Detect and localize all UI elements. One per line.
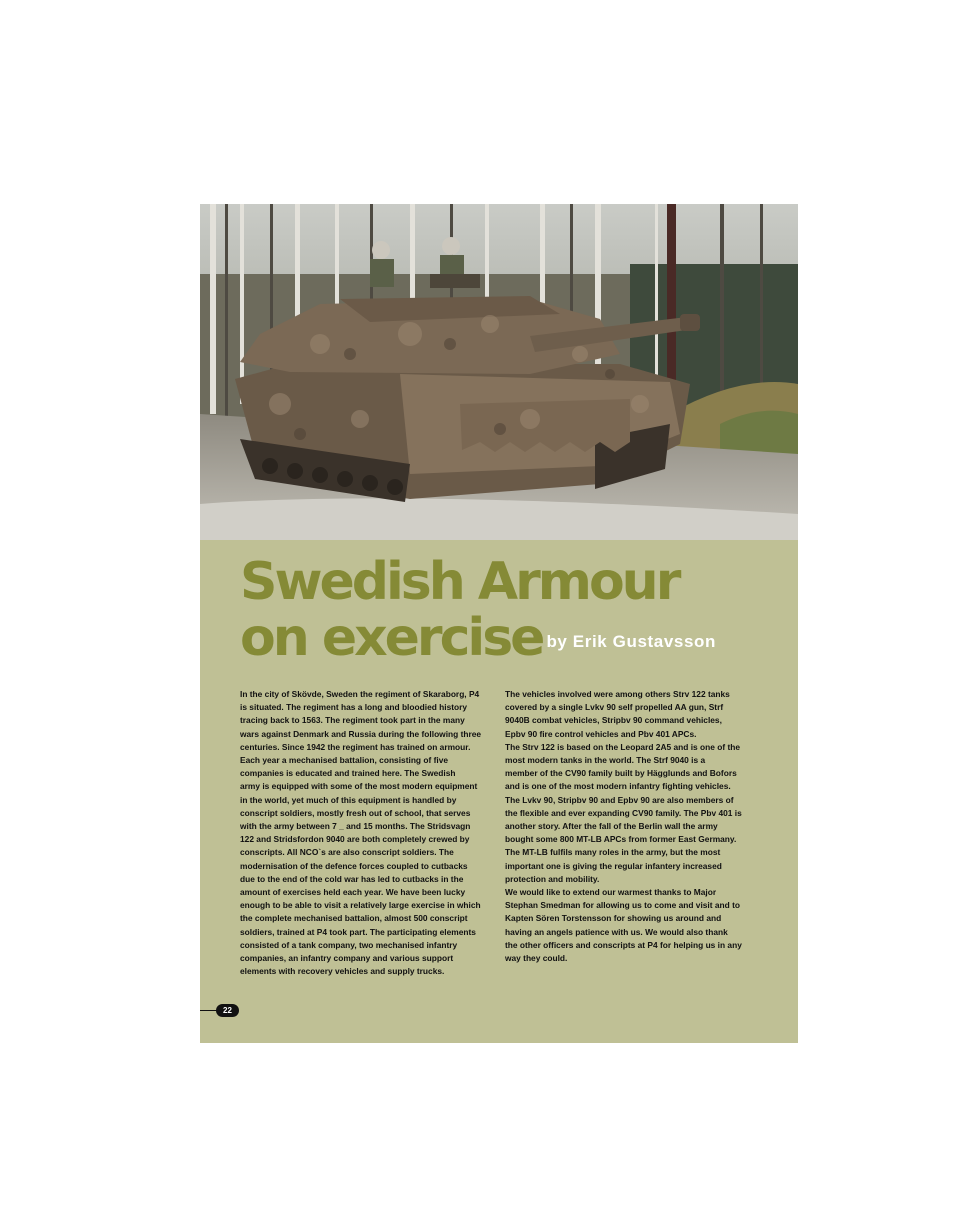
body-text-left: In the city of Skövde, Sweden the regiment of Skaraborg, P4 is situated. The regiment has a long and bloodied history tracing back to 1563. The regiment took part in the many wars against Denmark and Russia during the following three centuries. Since 1942 the regiment has trained on armour. Each year a mechanised battalion, consisting of five companies is educated and trained here. The Swedish army is equipped with some of the most modern equipment in the world, yet much of this equipment is handled by conscript soldiers, mostly fresh out of school, that serves with the army between 7 _ and 15 months. The Stridsvagn 122 and Stridsfordon 9040 are both completely crewed by conscripts. All NCO`s are also conscript soldiers. The modernisation of the defence forces coupled to cutbacks due to the end of the cold war has led to cutbacks in the amount of exercises held each year. We have been lucky enough to be able to visit a relatively large exercise in which the complete mechanised battalion, almost 500 conscript soldiers, trained at P4 took part. The participating elements consisted of a tank company, two mechanised infantry companies, an infantry company and various support elements with recovery vehicles and supply trucks. xyxy=(240,689,482,977)
title-line-2: on exercise xyxy=(240,608,543,668)
body-column-left xyxy=(240,688,494,978)
body-column-right xyxy=(505,688,761,965)
tank-illustration xyxy=(200,204,798,540)
tank-photo xyxy=(200,204,798,540)
page-number: 22 xyxy=(216,1004,239,1017)
body-text-right: The vehicles involved were among others Strv 122 tanks covered by a single Lvkv 90 self propelled AA gun, Strf 9040B combat vehicles, Stripbv 90 command vehicles, Epbv 90 fire control vehicles and Pbv 401 APCs. The Strv 122 is based on the Leopard 2A5 and is one of the most modern tanks in the world. The Strf 9040 is a member of the CV90 family built by Hägglunds and Bofors and is one of the most modern infantry fighting vehicles. The Lvkv 90, Stripbv 90 and Epbv 90 are also members of the flexible and ever expanding CV90 family. The Pbv 401 is another story. After the fall of the Berlin wall the army bought some 800 MT-LB APCs from former East Germany. The MT-LB fulfils many roles in the army, but the most important one is giving the regular infantery increased protection and mobility. We would like to extend our warmest thanks to Major Stephan Smedman for allowing us to come and visit and to Kapten Sören Torstensson for showing us around and having an angels patience with us. We would also thank the other officers and conscripts at P4 for helping us in any way they could. xyxy=(505,689,742,964)
article-title xyxy=(240,554,716,670)
title-line-1: Swedish Armour xyxy=(240,552,679,612)
byline: by Erik Gustavsson xyxy=(546,632,716,651)
magazine-page xyxy=(200,204,798,1043)
title-line-2-wrap xyxy=(240,610,716,670)
